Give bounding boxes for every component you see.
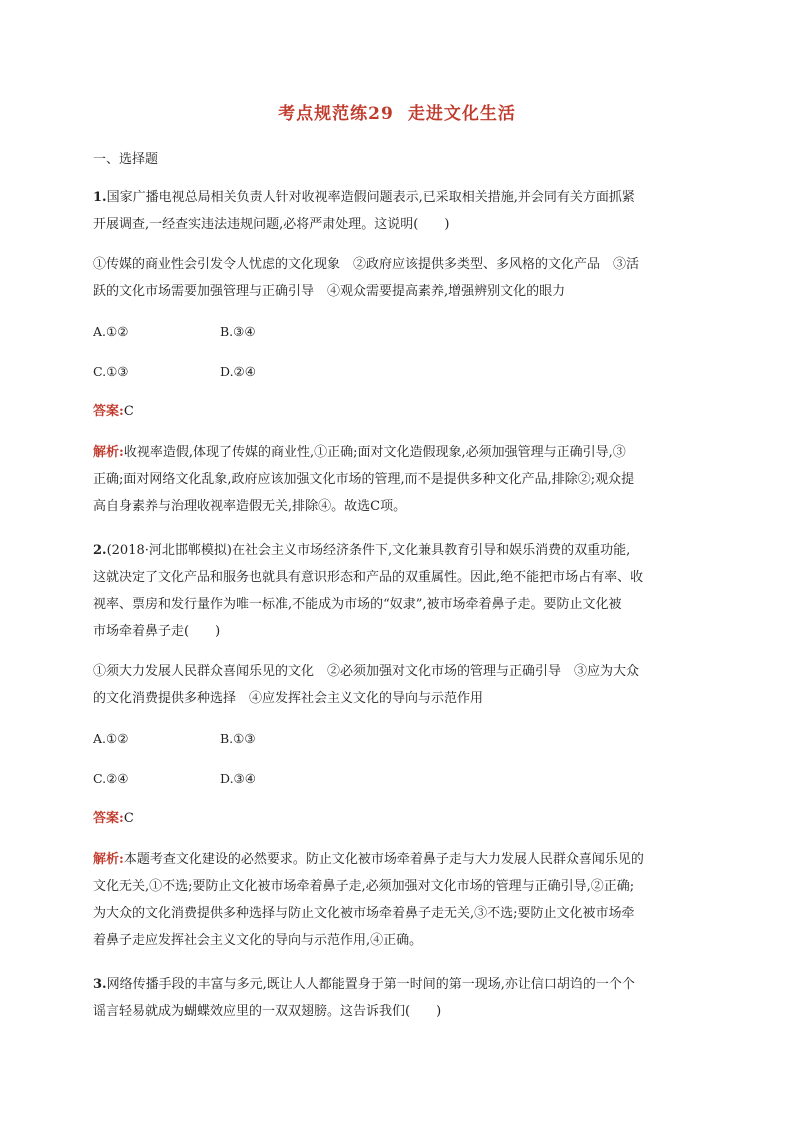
q2-number: 2. xyxy=(93,543,107,558)
q2-answer-value: C xyxy=(123,811,134,826)
q2-analysis-line-4: 着鼻子走应发挥社会主义文化的导向与示范作用,④正确。 xyxy=(93,933,423,948)
q2-option-a: A.①② xyxy=(93,731,129,746)
q1-analysis-line-2: 正确;面对网络文化乱象,政府应该加强文化市场的管理,而不是提供多种文化产品,排除②;观众提 xyxy=(93,472,635,487)
q1-answer-label: 答案: xyxy=(93,404,124,419)
q2-stem-line-3: 视率、票房和发行量作为唯一标准,不能成为市场的“奴隶”,被市场牵着鼻子走。要防止文化被 xyxy=(93,597,622,612)
q1-option-b: B.③④ xyxy=(220,324,256,339)
title-sub: 走进文化生活 xyxy=(407,104,516,124)
q3-stem-line-2: 谣言轻易就成为蝴蝶效应里的一双双翅膀。这告诉我们( ) xyxy=(93,1004,442,1019)
q1-stem-line-1: 1.国家广播电视总局相关负责人针对收视率造假问题表示,已采取相关措施,并会同有关方面抓紧 xyxy=(93,190,635,205)
q2-option-d: D.③④ xyxy=(220,771,256,786)
q2-analysis-line-1: 解析:本题考查文化建设的必然要求。防止文化被市场牵着鼻子走与大力发展人民群众喜闻乐见的 xyxy=(93,852,644,867)
q1-answer xyxy=(93,399,703,424)
q2-stem-line-1: 2.(2018·河北邯郸模拟)在社会主义市场经济条件下,文化兼具教育引导和娱乐消费的双重功能, xyxy=(93,543,631,558)
q2-analysis-line-2: 文化无关,①不选;要防止文化被市场牵着鼻子走,必须加强对文化市场的管理与正确引导,②正确; xyxy=(93,879,635,894)
q2-analysis-line-3: 为大众的文化消费提供多种选择与防止文化被市场牵着鼻子走无关,③不选;要防止文化被市场牵 xyxy=(93,906,635,921)
q1-option-a: A.①② xyxy=(93,324,129,339)
q1-items-line-1: ①传媒的商业性会引发令人忧虑的文化现象 ②政府应该提供多类型、多风格的文化产品 ③活 xyxy=(93,257,640,272)
q1-analysis-line-3: 高自身素养与治理收视率造假无关,排除④。故选C项。 xyxy=(93,499,407,514)
q3-stem-line-1: 3.网络传播手段的丰富与多元,既让人人都能置身于第一时间的第一现场,亦让信口胡诌的一个个 xyxy=(93,977,635,992)
q1-items-line-2: 跃的文化市场需要加强管理与正确引导 ④观众需要提高素养,增强辨别文化的眼力 xyxy=(93,284,566,299)
q1-stem-line-2: 开展调查,一经查实违法违规问题,必将严肃处理。这说明( ) xyxy=(93,217,450,232)
q2-stem-line-2: 这就决定了文化产品和服务也就具有意识形态和产品的双重属性。因此,绝不能把市场占有率、收 xyxy=(93,570,644,585)
title-main: 考点规范练29 xyxy=(278,104,394,124)
q1-option-c: C.①③ xyxy=(93,364,129,379)
q1-answer-value: C xyxy=(123,404,134,419)
q2-items-line-1: ①须大力发展人民群众喜闻乐见的文化 ②必须加强对文化市场的管理与正确引导 ③应为大众 xyxy=(93,664,640,679)
q2-stem-line-4: 市场牵着鼻子走( ) xyxy=(93,624,221,639)
q1-analysis-line-1: 解析:收视率造假,体现了传媒的商业性,①正确;面对文化造假现象,必须加强管理与正确引导,③ xyxy=(93,445,626,460)
q2-answer-label: 答案: xyxy=(93,811,124,826)
q1-analysis-label: 解析: xyxy=(93,445,124,460)
q2-answer xyxy=(93,806,703,831)
q2-items-line-2: 的文化消费提供多种选择 ④应发挥社会主义文化的导向与示范作用 xyxy=(93,691,484,706)
q1-option-d: D.②④ xyxy=(220,364,256,379)
q1-number: 1. xyxy=(93,190,107,205)
q2-option-c: C.②④ xyxy=(93,771,129,786)
page-title xyxy=(0,99,794,124)
q2-option-b: B.①③ xyxy=(220,731,256,746)
q3-number: 3. xyxy=(93,977,107,992)
q2-analysis-label: 解析: xyxy=(93,852,124,867)
section-heading: 一、选择题 xyxy=(93,152,159,167)
